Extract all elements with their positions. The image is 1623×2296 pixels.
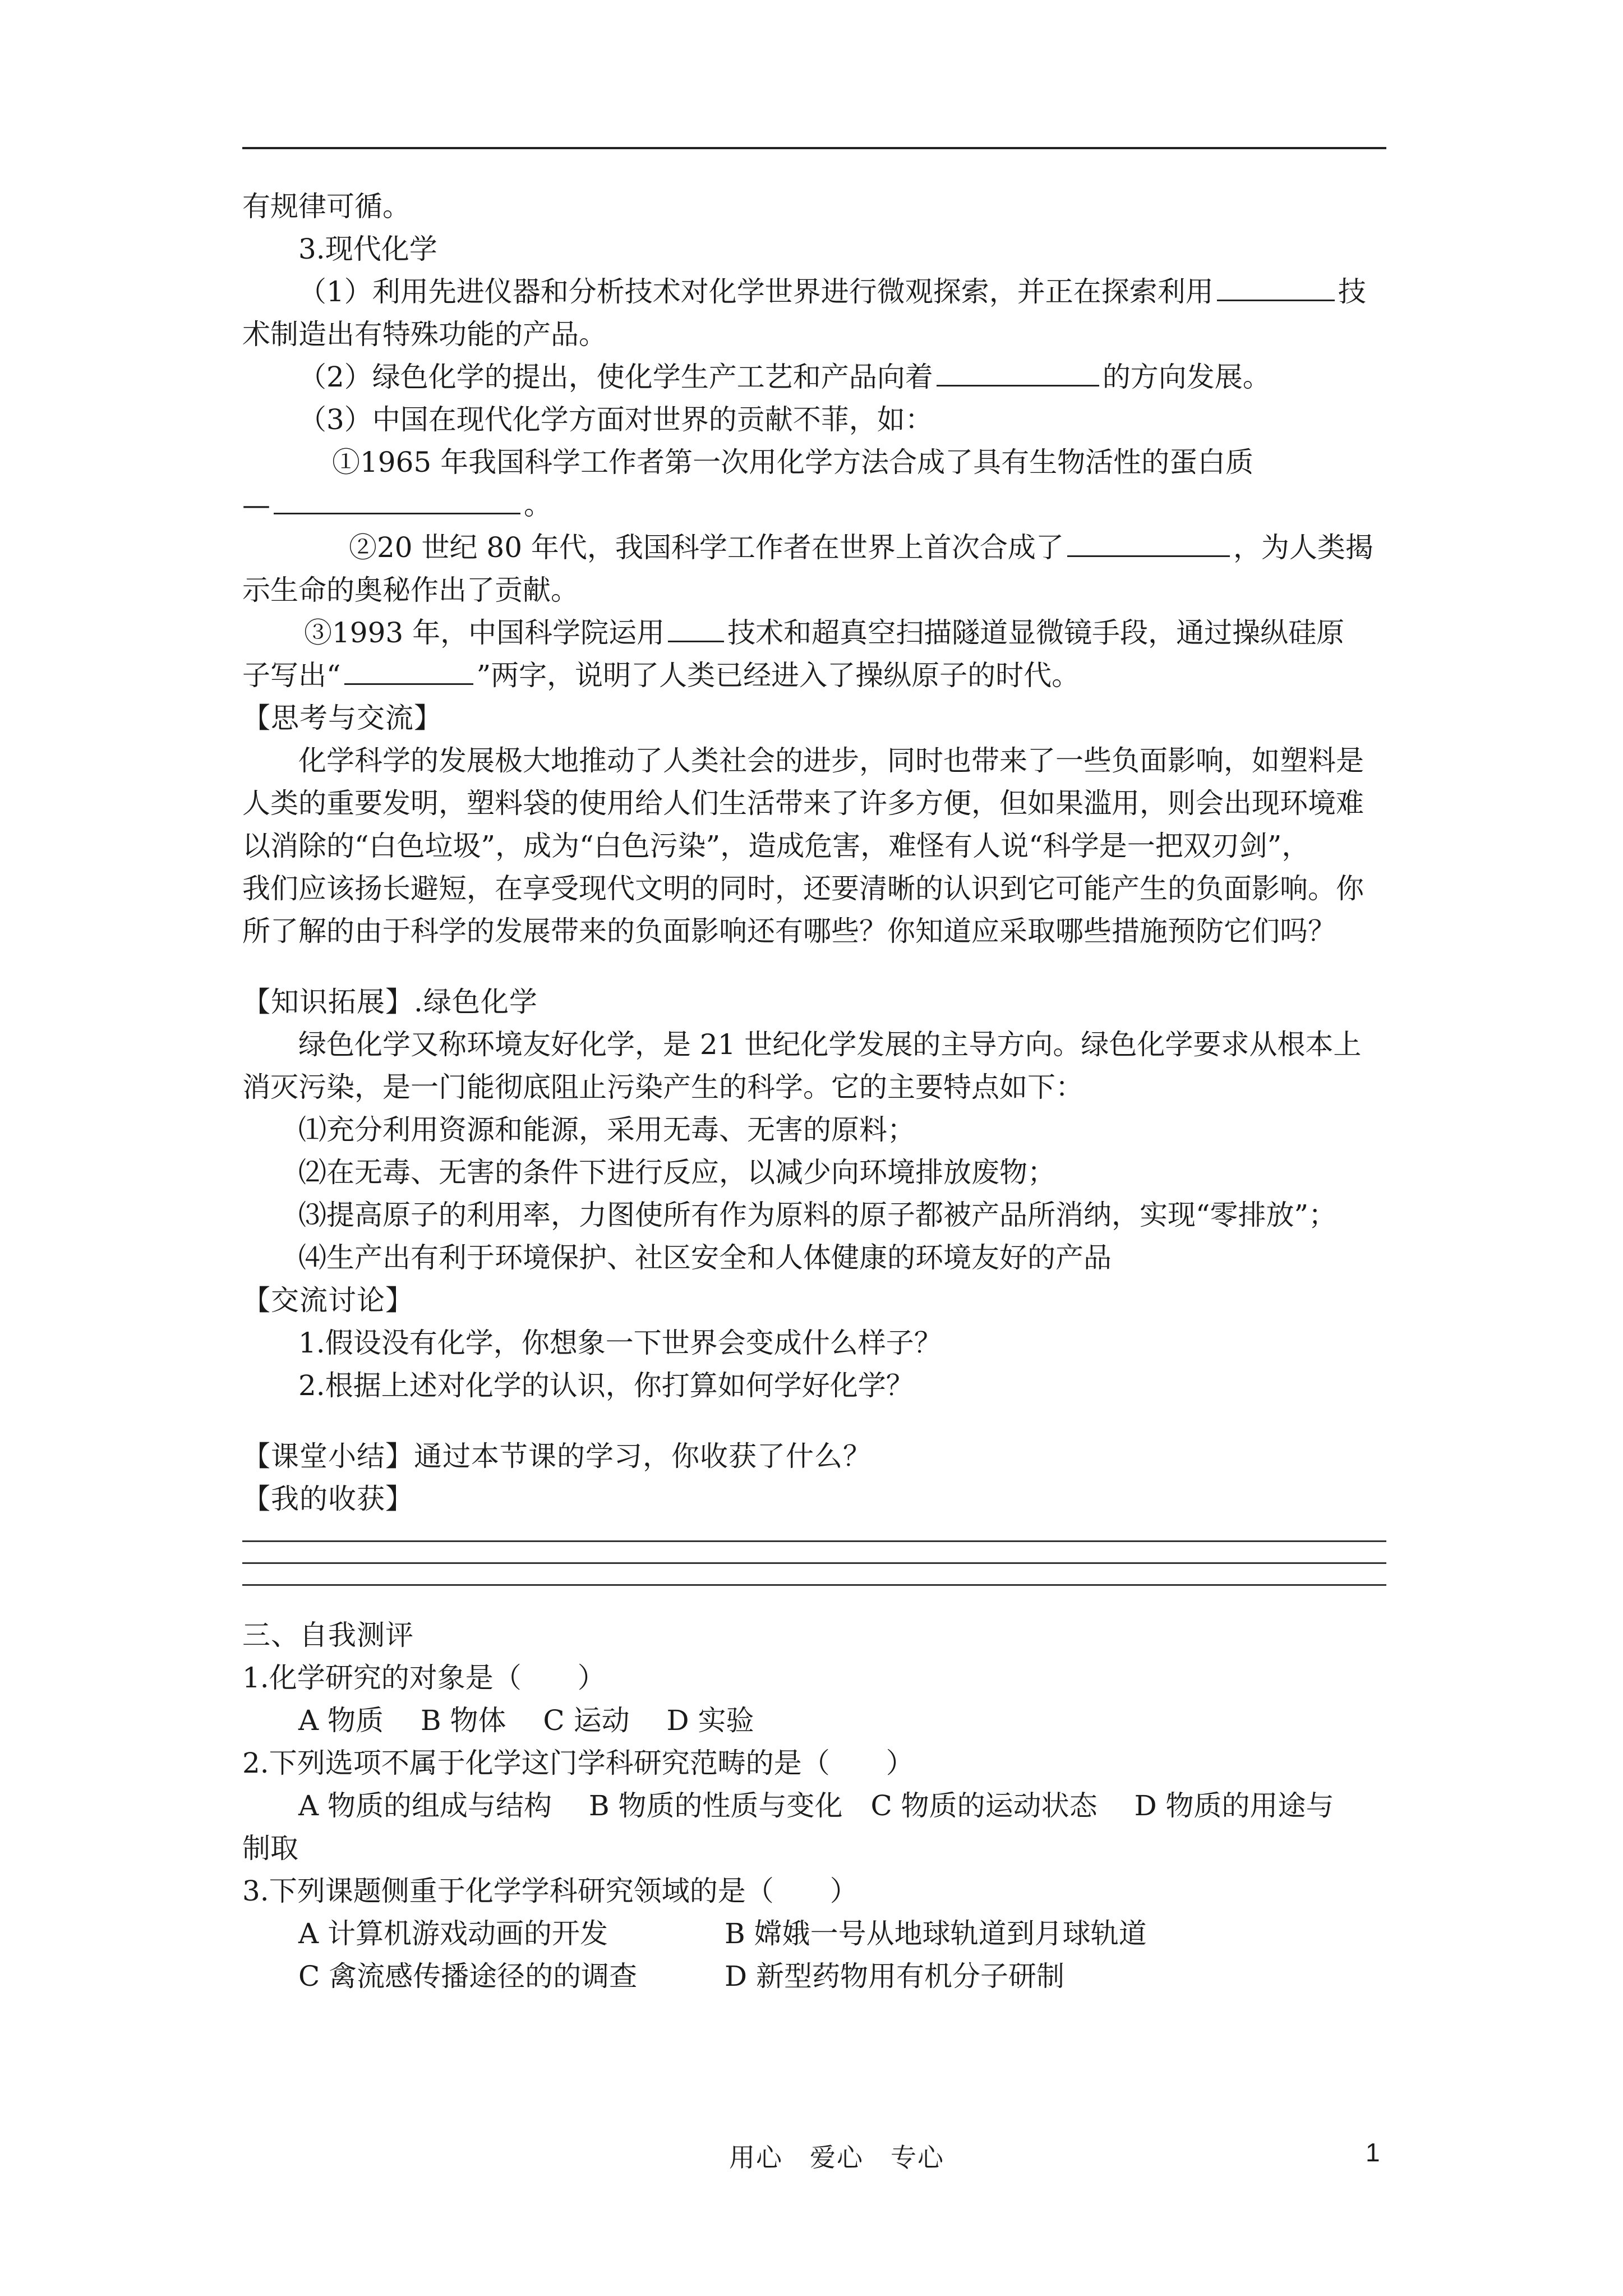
paragraph-line: 我们应该扬长避短，在享受现代文明的同时，还要清晰的认识到它可能产生的负面影响。你	[242, 872, 1364, 905]
option-d: D 新型药物用有机分子研制	[725, 1960, 1064, 1993]
list-item: ⑷生产出有利于环境保护、社区安全和人体健康的环境友好的产品	[298, 1241, 1112, 1274]
paragraph-line: 以消除的“白色垃圾”，成为“白色污染”，造成危害，难怪有人说“科学是一把双刃剑”，	[242, 830, 1310, 862]
section-heading: 3.现代化学	[298, 233, 437, 265]
spacer	[242, 1407, 1386, 1435]
question: 2.下列选项不属于化学这门学科研究范畴的是（ ）	[242, 1747, 914, 1779]
fill-blank	[344, 656, 473, 685]
footer-motto: 用心 爱心 专心	[729, 2142, 944, 2173]
answer-line	[242, 1562, 1386, 1564]
question: 1.化学研究的对象是（ ）	[242, 1662, 606, 1694]
page-number: 1	[1366, 2138, 1380, 2167]
text-line: — 。	[242, 484, 1386, 526]
option-a: A 计算机游戏动画的开发	[298, 1917, 608, 1950]
text-line: （1）利用先进仪器和分析技术对化学世界进行微观探索，并正在探索利用 技	[242, 270, 1386, 313]
text-line: 子写出“ ”两字，说明了人类已经进入了操纵原子的时代。	[242, 654, 1386, 697]
summary-text: 通过本节课的学习，你收获了什么？	[414, 1440, 872, 1473]
section-heading: 【思考与交流】	[242, 702, 442, 734]
question: 3.下列课题侧重于化学学科研究领域的是（ ）	[242, 1875, 858, 1907]
paragraph-line: 人类的重要发明，塑料袋的使用给人们生活带来了许多方便，但如果滥用，则会出现环境难	[242, 787, 1364, 820]
paragraph-line: 消灭污染，是一门能彻底阻止污染产生的科学。它的主要特点如下：	[242, 1071, 1083, 1103]
text-line: ②20 世纪 80 年代，我国科学工作者在世界上首次合成了 ，为人类揭	[242, 526, 1386, 569]
spacer	[242, 1606, 1386, 1614]
text-line: 有规律可循。	[242, 190, 411, 223]
document-body	[242, 185, 1386, 1998]
list-item: ⑶提高原子的利用率，力图使所有作为原料的原子都被产品所消纳，实现“零排放”；	[298, 1199, 1337, 1231]
spacer	[242, 953, 1386, 981]
question-options	[242, 1912, 1386, 1955]
text-line: （3）中国在现代化学方面对世界的贡献不菲，如：	[298, 403, 933, 436]
section-heading: 【知识拓展】.绿色化学	[242, 986, 538, 1018]
question-options: A 物质的组成与结构 B 物质的性质与变化 C 物质的运动状态 D 物质的用途与	[298, 1789, 1334, 1822]
header-rule	[242, 147, 1386, 149]
text-line: ③1993 年，中国科学院运用 技术和超真空扫描隧道显微镜手段，通过操纵硅原	[242, 611, 1386, 654]
section-heading: 【交流讨论】	[242, 1284, 414, 1317]
list-item: ⑴充分利用资源和能源，采用无毒、无害的原料；	[298, 1114, 915, 1146]
fill-blank	[274, 486, 520, 514]
answer-line	[242, 1584, 1386, 1586]
option-b: B 嫦娥一号从地球轨道到月球轨道	[725, 1917, 1147, 1950]
fill-blank	[1217, 273, 1335, 301]
question-options	[242, 1955, 1386, 1998]
fill-blank	[668, 614, 724, 642]
question: 1.假设没有化学，你想象一下世界会变成什么样子？	[298, 1327, 942, 1359]
text-line: 术制造出有特殊功能的产品。	[242, 318, 607, 351]
text-line: ①1965 年我国科学工作者第一次用化学方法合成了具有生物活性的蛋白质	[332, 446, 1254, 478]
section-heading: 三、自我测评	[242, 1619, 414, 1651]
option-c: C 禽流感传播途径的的调查	[298, 1960, 638, 1993]
text-line: 示生命的奥秘作出了贡献。	[242, 574, 579, 606]
summary-heading: 【课堂小结】	[242, 1440, 414, 1473]
paragraph-line: 所了解的由于科学的发展带来的负面影响还有哪些？你知道应采取哪些措施预防它们吗？	[242, 915, 1336, 947]
answer-line	[242, 1540, 1386, 1542]
section-heading: 【我的收获】	[242, 1483, 414, 1515]
list-item: ⑵在无毒、无害的条件下进行反应，以减少向环境排放废物；	[298, 1156, 1055, 1189]
question: 2.根据上述对化学的认识，你打算如何学好化学？	[298, 1369, 914, 1402]
question-options: A 物质 B 物体 C 运动 D 实验	[298, 1704, 754, 1737]
fill-blank	[937, 358, 1099, 386]
text-line: （2）绿色化学的提出，使化学生产工艺和产品向着 的方向发展。	[242, 356, 1386, 398]
summary-line	[242, 1435, 1386, 1478]
paragraph-line: 化学科学的发展极大地推动了人类社会的进步，同时也带来了一些负面影响，如塑料是	[298, 744, 1364, 777]
question-options: 制取	[242, 1832, 298, 1865]
fill-blank	[1067, 528, 1230, 557]
paragraph-line: 绿色化学又称环境友好化学，是 21 世纪化学发展的主导方向。绿色化学要求从根本上	[298, 1028, 1362, 1061]
